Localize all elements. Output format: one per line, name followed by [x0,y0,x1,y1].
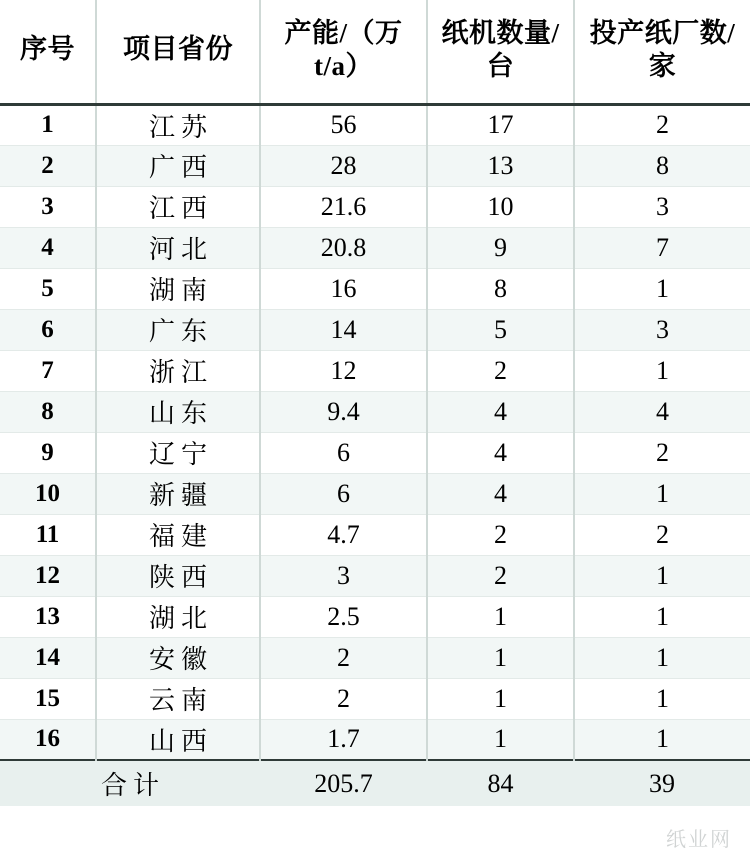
cell-province: 新疆 [96,473,260,514]
cell-mills: 1 [574,555,750,596]
cell-machines: 10 [427,186,574,227]
cell-machines: 5 [427,309,574,350]
cell-index: 13 [0,596,96,637]
table-row [0,555,750,596]
cell-province: 云南 [96,678,260,719]
cell-mills: 7 [574,227,750,268]
cell-index: 3 [0,186,96,227]
table-body [0,104,750,806]
table-row [0,719,750,760]
table-row [0,145,750,186]
column-header-mills: 投产纸厂数/家 [589,17,736,82]
cell-index: 12 [0,555,96,596]
cell-mills: 8 [574,145,750,186]
cell-capacity: 3 [260,555,427,596]
table-row [0,391,750,432]
column-header-index: 序号 [0,0,96,104]
table-row [0,678,750,719]
cell-capacity: 2 [260,637,427,678]
cell-machines: 13 [427,145,574,186]
total-machines: 84 [427,760,574,806]
table-row [0,514,750,555]
header-row [0,0,750,104]
cell-machines: 1 [427,719,574,760]
cell-capacity: 4.7 [260,514,427,555]
cell-index: 11 [0,514,96,555]
cell-province: 广西 [96,145,260,186]
cell-capacity: 1.7 [260,719,427,760]
cell-mills: 1 [574,637,750,678]
column-header-province: 项目省份 [96,0,260,104]
cell-mills: 1 [574,678,750,719]
table-row [0,104,750,145]
cell-province: 山东 [96,391,260,432]
cell-province: 广东 [96,309,260,350]
cell-index: 16 [0,719,96,760]
cell-mills: 1 [574,596,750,637]
cell-province: 辽宁 [96,432,260,473]
cell-province: 浙江 [96,350,260,391]
cell-capacity: 20.8 [260,227,427,268]
cell-capacity: 9.4 [260,391,427,432]
cell-machines: 17 [427,104,574,145]
table-row [0,473,750,514]
cell-province: 湖南 [96,268,260,309]
cell-province: 江苏 [96,104,260,145]
cell-mills: 2 [574,104,750,145]
cell-machines: 1 [427,637,574,678]
total-capacity: 205.7 [260,760,427,806]
cell-machines: 2 [427,514,574,555]
cell-capacity: 14 [260,309,427,350]
cell-capacity: 2.5 [260,596,427,637]
table-row [0,637,750,678]
cell-index: 15 [0,678,96,719]
cell-capacity: 16 [260,268,427,309]
cell-machines: 2 [427,555,574,596]
cell-mills: 2 [574,514,750,555]
cell-province: 福建 [96,514,260,555]
table-row [0,268,750,309]
cell-machines: 1 [427,678,574,719]
table-row [0,309,750,350]
cell-machines: 2 [427,350,574,391]
cell-capacity: 2 [260,678,427,719]
cell-index: 14 [0,637,96,678]
cell-machines: 4 [427,391,574,432]
table-row [0,432,750,473]
cell-province: 安徽 [96,637,260,678]
cell-index: 5 [0,268,96,309]
column-header-capacity: 产能/（万t/a） [260,0,427,104]
cell-index: 1 [0,104,96,145]
table-row [0,186,750,227]
total-mills: 39 [574,760,750,806]
cell-machines: 9 [427,227,574,268]
cell-province: 河北 [96,227,260,268]
cell-capacity: 6 [260,473,427,514]
cell-capacity: 28 [260,145,427,186]
cell-capacity: 56 [260,104,427,145]
cell-index: 7 [0,350,96,391]
cell-mills: 1 [574,350,750,391]
cell-machines: 1 [427,596,574,637]
cell-province: 陕西 [96,555,260,596]
watermark-text: 纸业网 [666,829,732,851]
cell-province: 山西 [96,719,260,760]
cell-index: 6 [0,309,96,350]
table-row [0,596,750,637]
cell-capacity: 21.6 [260,186,427,227]
cell-province: 湖北 [96,596,260,637]
table-row [0,227,750,268]
table-row [0,350,750,391]
cell-index: 8 [0,391,96,432]
cell-mills: 2 [574,432,750,473]
cell-mills: 3 [574,309,750,350]
cell-machines: 4 [427,473,574,514]
cell-mills: 1 [574,719,750,760]
cell-province: 江西 [96,186,260,227]
cell-mills: 4 [574,391,750,432]
cell-index: 10 [0,473,96,514]
cell-machines: 8 [427,268,574,309]
cell-mills: 1 [574,473,750,514]
cell-index: 9 [0,432,96,473]
cell-machines: 4 [427,432,574,473]
total-row [0,760,750,806]
total-label: 合计 [0,760,260,806]
cell-capacity: 6 [260,432,427,473]
cell-capacity: 12 [260,350,427,391]
cell-index: 2 [0,145,96,186]
cell-index: 4 [0,227,96,268]
cell-mills: 1 [574,268,750,309]
column-header-machines: 纸机数量/台 [427,0,574,104]
table-header [0,0,750,104]
cell-mills: 3 [574,186,750,227]
